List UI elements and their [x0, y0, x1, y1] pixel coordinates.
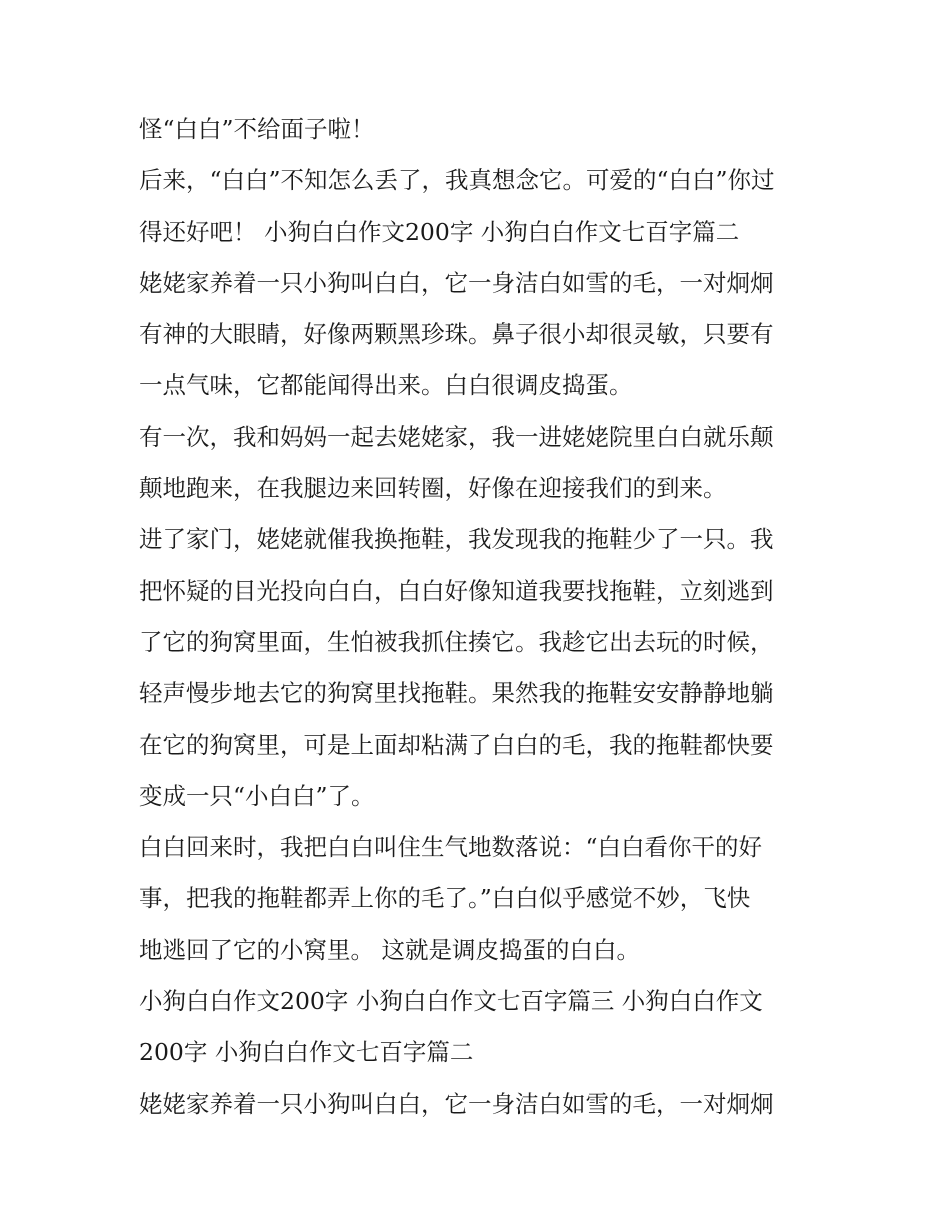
text-line: 在它的狗窝里，可是上面却粘满了白白的毛，我的拖鞋都快要	[139, 730, 774, 759]
text-line: 白白回来时，我把白白叫住生气地数落说：“白白看你干的好	[139, 833, 763, 862]
text-line: 一点气味，它都能闻得出来。白白很调皮捣蛋。	[139, 371, 633, 400]
document-body	[139, 104, 819, 1130]
text-line: 有一次，我和妈妈一起去姥姥家，我一进姥姥院里白白就乐颠	[139, 422, 774, 451]
text-line: 200字 小狗白白作文七百字篇二	[139, 1038, 474, 1067]
text-line: 姥姥家养着一只小狗叫白白，它一身洁白如雪的毛，一对炯炯	[139, 1089, 774, 1118]
text-line: 姥姥家养着一只小狗叫白白，它一身洁白如雪的毛，一对炯炯	[139, 268, 774, 297]
text-line: 了它的狗窝里面，生怕被我抓住揍它。我趁它出去玩的时候，	[139, 627, 774, 656]
text-line: 事，把我的拖鞋都弄上你的毛了。”白白似乎感觉不妙，飞快	[139, 884, 751, 913]
text-line: 颠地跑来，在我腿边来回转圈，好像在迎接我们的到来。	[139, 474, 727, 503]
text-line: 变成一只“小白白”了。	[139, 781, 375, 810]
text-line: 轻声慢步地去它的狗窝里找拖鞋。果然我的拖鞋安安静静地躺	[139, 679, 774, 708]
text-line: 得还好吧！ 小狗白白作文200字 小狗白白作文七百字篇二	[139, 217, 740, 246]
text-line: 地逃回了它的小窝里。 这就是调皮捣蛋的白白。	[139, 935, 640, 964]
text-line: 把怀疑的目光投向白白，白白好像知道我要找拖鞋，立刻逃到	[139, 576, 774, 605]
text-line: 进了家门，姥姥就催我换拖鞋，我发现我的拖鞋少了一只。我	[139, 525, 774, 554]
text-line: 怪“白白”不给面子啦！	[139, 115, 375, 143]
text-line: 后来，“白白”不知怎么丢了，我真想念它。可爱的“白白”你过	[139, 166, 775, 195]
text-line: 有神的大眼睛，好像两颗黑珍珠。鼻子很小却很灵敏，只要有	[139, 320, 774, 349]
text-line: 小狗白白作文200字 小狗白白作文七百字篇三 小狗白白作文	[139, 987, 763, 1016]
